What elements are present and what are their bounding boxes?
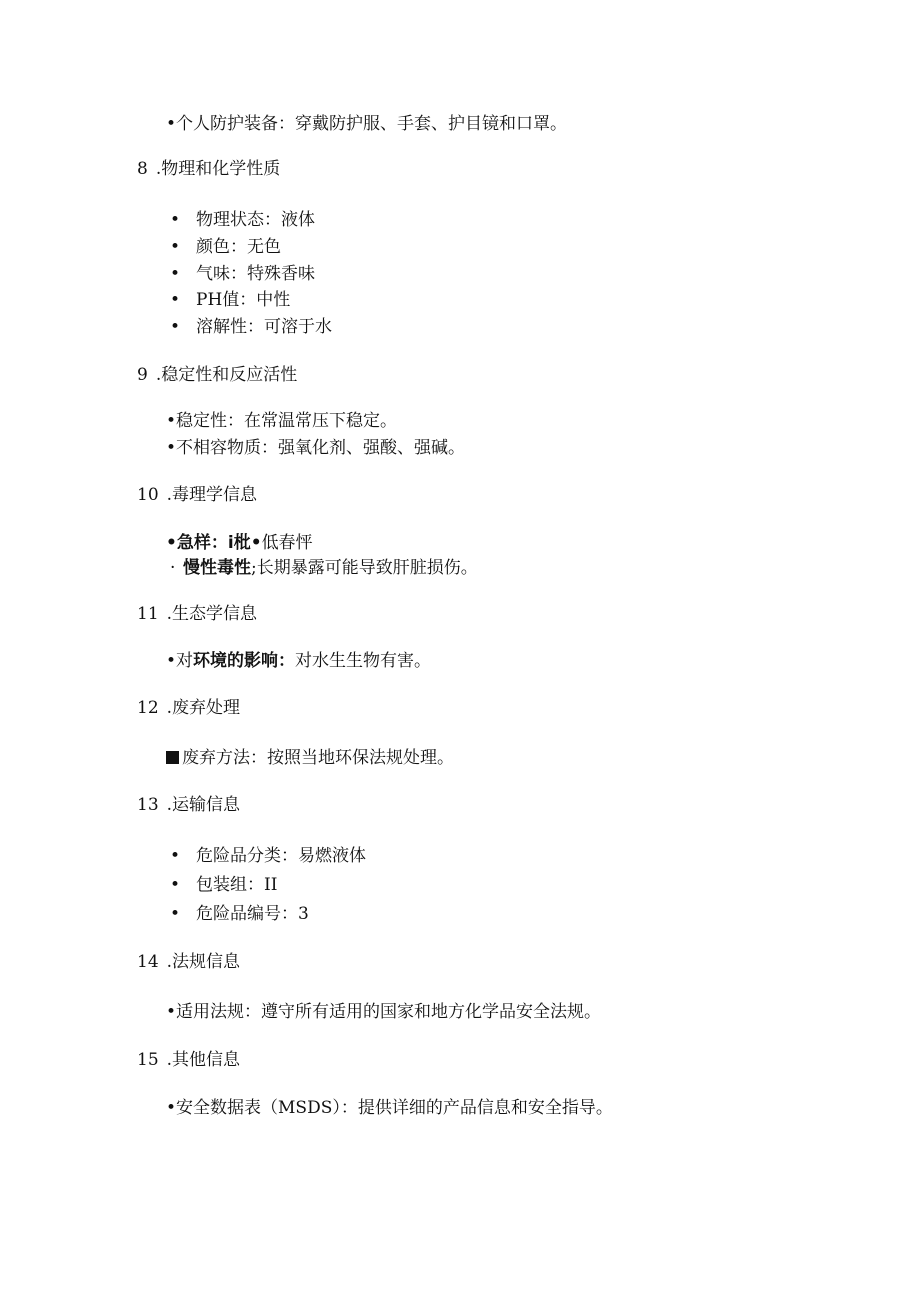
stability-item: •稳定性：在常温常压下稳定。 xyxy=(166,411,398,431)
acute-toxicity-label: •急样：i枇• xyxy=(166,533,262,553)
packing-group: 包装组：II xyxy=(196,875,278,895)
environment-text: 对水生生物有害。 xyxy=(295,651,432,671)
section-13-number: 13 xyxy=(137,795,159,815)
property-physical-state: 物理状态：液体 xyxy=(196,210,315,230)
environment-prefix: •对 xyxy=(166,651,194,671)
section-9-title: .稳定性和反应活性 xyxy=(155,365,298,385)
environmental-impact-item xyxy=(166,650,431,672)
section-10-title: .毒理学信息 xyxy=(166,485,258,505)
list-item: • 包装组：II xyxy=(170,875,278,895)
disposal-item xyxy=(166,747,454,769)
other-info-item: •安全数据表（MSDS）：提供详细的产品信息和安全指导。 xyxy=(166,1098,613,1118)
property-odor: 气味：特殊香味 xyxy=(196,264,315,284)
section-10-heading xyxy=(137,484,257,506)
dangerous-goods-number: 危险品编号：3 xyxy=(196,904,309,924)
section-14-title: .法规信息 xyxy=(166,952,241,972)
property-ph: PH值：中性 xyxy=(196,290,291,310)
regulations-item: •适用法规：遵守所有适用的国家和地方化学品安全法规。 xyxy=(166,1002,602,1022)
square-bullet-icon xyxy=(166,751,179,764)
section-11-heading xyxy=(137,603,257,625)
list-item: • 物理状态：液体 xyxy=(170,210,315,230)
section-12-number: 12 xyxy=(137,698,159,718)
list-item: • 气味：特殊香味 xyxy=(170,264,315,284)
environment-label: 环境的影响： xyxy=(193,651,296,671)
section-14-number: 14 xyxy=(137,952,159,972)
section-11-title: .生态学信息 xyxy=(166,604,258,624)
acute-toxicity-text: 低春怦 xyxy=(261,533,313,553)
transport-class: 危险品分类：易燃液体 xyxy=(196,846,366,866)
list-item: • 颜色：无色 xyxy=(170,237,281,257)
section-15-number: 15 xyxy=(137,1050,159,1070)
chronic-toxicity-item xyxy=(170,557,478,579)
chronic-bullet: · xyxy=(170,558,176,578)
disposal-text: 废弃方法：按照当地环保法规处理。 xyxy=(182,748,454,768)
section-13-heading xyxy=(137,794,240,816)
property-color: 颜色：无色 xyxy=(196,237,281,257)
section-8-heading xyxy=(137,158,280,180)
section-8-title: .物理和化学性质 xyxy=(155,159,281,179)
section-11-number: 11 xyxy=(137,604,159,624)
section-13-title: .运输信息 xyxy=(166,795,241,815)
list-item: • 危险品分类：易燃液体 xyxy=(170,846,366,866)
section-12-heading xyxy=(137,697,240,719)
incompatible-item: •不相容物质：强氧化剂、强酸、强碱。 xyxy=(166,438,466,458)
section-14-heading xyxy=(137,951,240,973)
chronic-toxicity-label: 慢性毒性 xyxy=(183,558,251,578)
list-item: • 危险品编号：3 xyxy=(170,904,309,924)
chronic-toxicity-text: ;长期暴露可能导致肝脏损伤。 xyxy=(251,558,478,578)
acute-toxicity-item xyxy=(166,532,313,554)
section-9-heading xyxy=(137,364,297,386)
section-15-heading xyxy=(137,1049,240,1071)
section-12-title: .废弃处理 xyxy=(166,698,241,718)
ppe-item: •个人防护装备：穿戴防护服、手套、护目镜和口罩。 xyxy=(166,114,568,134)
list-item: • 溶解性：可溶于水 xyxy=(170,317,332,337)
section-8-number: 8 xyxy=(137,159,148,179)
section-9-number: 9 xyxy=(137,365,148,385)
section-15-title: .其他信息 xyxy=(166,1050,241,1070)
list-item: • PH值：中性 xyxy=(170,290,291,310)
section-10-number: 10 xyxy=(137,485,159,505)
property-solubility: 溶解性：可溶于水 xyxy=(196,317,332,337)
